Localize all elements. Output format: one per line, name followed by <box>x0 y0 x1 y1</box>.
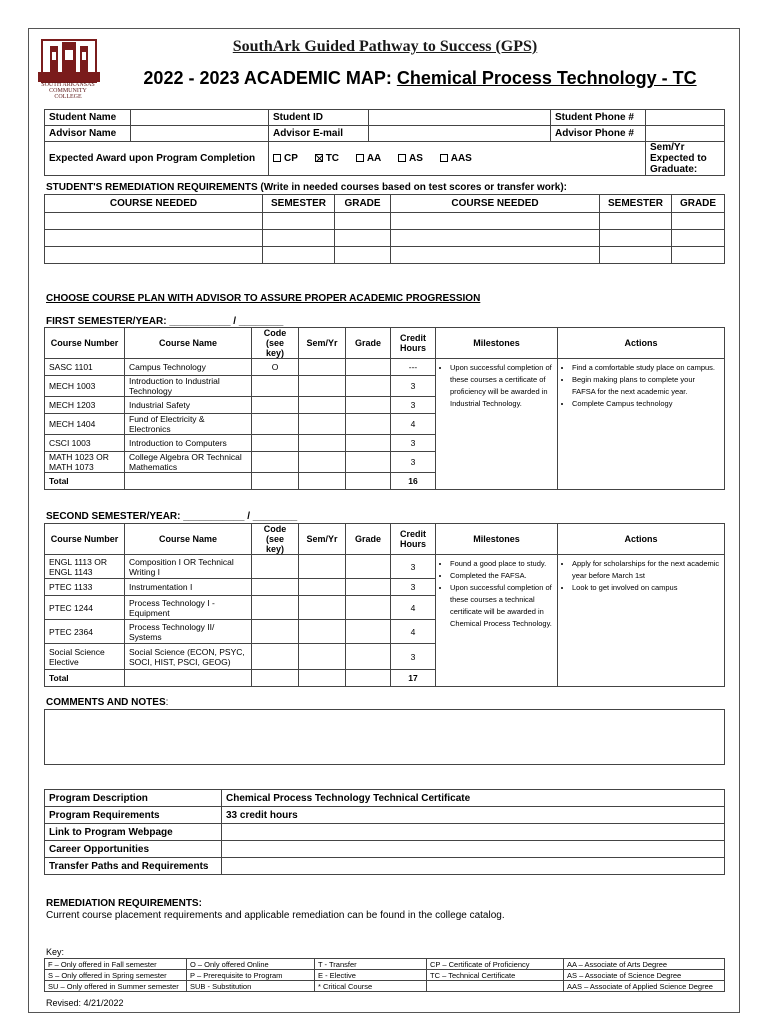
key-cell: P – Prerequisite to Program <box>187 970 315 981</box>
rem-header: SEMESTER <box>263 195 335 213</box>
credit-hours: 4 <box>391 620 436 644</box>
award-aa-option[interactable]: AA <box>356 153 381 164</box>
sem-yr-cell[interactable] <box>299 452 346 473</box>
student-phone-field[interactable] <box>646 110 725 126</box>
course-name: College Algebra OR Technical Mathematics <box>125 452 252 473</box>
rem-cell[interactable] <box>391 230 600 247</box>
action-item: • Begin making plans to complete your FAFSA for the next academic year. <box>572 374 720 398</box>
advisor-phone-label: Advisor Phone # <box>551 126 646 142</box>
program-key: Transfer Paths and Requirements <box>45 858 222 875</box>
grade-cell[interactable] <box>346 596 391 620</box>
expected-award-label: Expected Award upon Program Completion <box>45 142 269 176</box>
course-number: MECH 1003 <box>45 376 125 397</box>
course-name: Process Technology II/ Systems <box>125 620 252 644</box>
rem-cell[interactable] <box>672 213 725 230</box>
course-name: Fund of Electricity & Electronics <box>125 414 252 435</box>
rem-cell[interactable] <box>335 247 391 264</box>
action-item: • Look to get involved on campus <box>572 582 720 594</box>
student-name-field[interactable] <box>131 110 269 126</box>
rem-header: GRADE <box>672 195 725 213</box>
rem-header: COURSE NEEDED <box>391 195 600 213</box>
advisor-name-field[interactable] <box>131 126 269 142</box>
program-value <box>222 841 725 858</box>
second-actions <box>558 555 725 687</box>
rem-cell[interactable] <box>263 230 335 247</box>
credit-hours: 3 <box>391 579 436 596</box>
second-milestones <box>436 555 558 687</box>
first-actions <box>558 359 725 490</box>
course-number: PTEC 2364 <box>45 620 125 644</box>
remediation-title: STUDENT'S REMEDIATION REQUIREMENTS (Write in needed courses based on test scores or transfer work): <box>46 182 567 193</box>
advisor-email-field[interactable] <box>369 126 551 142</box>
table-row <box>45 841 725 858</box>
rem-cell[interactable] <box>263 213 335 230</box>
milestone-item: • Upon successful completion of these courses a technical certificate will be awarded in Chemical Process Technology. <box>450 582 553 630</box>
key-cell: * Critical Course <box>315 981 427 992</box>
program-key: Career Opportunities <box>45 841 222 858</box>
grade-cell[interactable] <box>346 579 391 596</box>
rem-cell[interactable] <box>672 230 725 247</box>
table-row <box>45 555 725 579</box>
student-id-label: Student ID <box>269 110 369 126</box>
course-number: Social Science Elective <box>45 644 125 670</box>
sem-yr-cell[interactable] <box>299 359 346 376</box>
col-header: Grade <box>346 328 391 359</box>
checked-checkbox-icon <box>315 154 323 162</box>
col-header: Actions <box>558 524 725 555</box>
award-as-option[interactable]: AS <box>398 153 423 164</box>
col-header: Credit Hours <box>391 524 436 555</box>
key-cell: AA – Associate of Arts Degree <box>564 959 725 970</box>
course-code: O <box>252 359 299 376</box>
rem-cell[interactable] <box>600 247 672 264</box>
course-number: SASC 1101 <box>45 359 125 376</box>
plan-title: CHOOSE COURSE PLAN WITH ADVISOR TO ASSURE PROPER ACADEMIC PROGRESSION <box>46 293 481 304</box>
rem-header: SEMESTER <box>600 195 672 213</box>
grade-cell[interactable] <box>346 555 391 579</box>
program-key: Link to Program Webpage <box>45 824 222 841</box>
rem-cell[interactable] <box>600 213 672 230</box>
advisor-email-label: Advisor E-mail <box>269 126 369 142</box>
map-title: 2022 - 2023 ACADEMIC MAP: Chemical Process Technology - TC <box>143 68 697 88</box>
comments-title: COMMENTS AND NOTES: <box>46 697 169 708</box>
course-name: Social Science (ECON, PSYC, SOCI, HIST, PSCI, GEOG) <box>125 644 252 670</box>
credit-hours: 3 <box>391 555 436 579</box>
checkbox-icon <box>440 154 448 162</box>
comments-input[interactable] <box>44 709 725 765</box>
rem-cell[interactable] <box>391 247 600 264</box>
key-cell: CP – Certificate of Proficiency <box>427 959 564 970</box>
remediation-footer-text: Current course placement requirements and applicable remediation can be found in the college catalog. <box>46 910 505 921</box>
course-name: Introduction to Industrial Technology <box>125 376 252 397</box>
table-row <box>45 981 725 992</box>
rem-cell[interactable] <box>391 213 600 230</box>
course-name: Industrial Safety <box>125 397 252 414</box>
course-code <box>252 376 299 397</box>
total-hours: 16 <box>391 473 436 490</box>
course-name: Instrumentation I <box>125 579 252 596</box>
rem-cell[interactable] <box>263 247 335 264</box>
course-number: MECH 1203 <box>45 397 125 414</box>
key-cell: S – Only offered in Spring semester <box>45 970 187 981</box>
program-value: Chemical Process Technology Technical Certificate <box>222 790 725 807</box>
col-header: Code (see key) <box>252 524 299 555</box>
second-semester-label: SECOND SEMESTER/YEAR: ___________ / ________ <box>46 511 298 522</box>
key-label: Key: <box>46 947 65 957</box>
key-cell: SU – Only offered in Summer semester <box>45 981 187 992</box>
sem-yr-cell[interactable] <box>299 376 346 397</box>
rem-cell[interactable] <box>600 230 672 247</box>
col-header: Code (see key) <box>252 328 299 359</box>
program-value <box>222 858 725 875</box>
course-code <box>252 644 299 670</box>
col-header: Milestones <box>436 328 558 359</box>
col-header: Sem/Yr <box>299 328 346 359</box>
key-cell: F – Only offered in Fall semester <box>45 959 187 970</box>
key-cell: E - Elective <box>315 970 427 981</box>
col-header: Milestones <box>436 524 558 555</box>
award-options <box>269 142 646 176</box>
action-item: • Find a comfortable study place on campus. <box>572 362 720 374</box>
col-header: Credit Hours <box>391 328 436 359</box>
rem-header: GRADE <box>335 195 391 213</box>
table-row <box>45 359 725 376</box>
col-header: Sem/Yr <box>299 524 346 555</box>
rem-cell[interactable] <box>672 247 725 264</box>
sem-yr-cell[interactable] <box>299 579 346 596</box>
col-header: Actions <box>558 328 725 359</box>
milestone-item: • Completed the FAFSA. <box>450 570 553 582</box>
credit-hours: 4 <box>391 414 436 435</box>
first-milestones <box>436 359 558 490</box>
action-item: • Complete Campus technology <box>572 398 720 410</box>
table-row <box>45 824 725 841</box>
milestone-item: • Upon successful completion of these courses a certificate of proficiency will be awarded in Industrial Technology. <box>450 362 553 410</box>
col-header: Grade <box>346 524 391 555</box>
student-info-table <box>44 109 725 176</box>
rem-cell[interactable] <box>45 213 263 230</box>
table-row <box>45 230 725 247</box>
table-row <box>45 807 725 824</box>
award-aas-option[interactable]: AAS <box>440 153 472 164</box>
course-code <box>252 620 299 644</box>
col-header: Course Name <box>125 524 252 555</box>
sem-yr-expected-label: Sem/Yr Expected to Graduate: <box>646 142 725 176</box>
student-phone-label: Student Phone # <box>551 110 646 126</box>
course-code <box>252 555 299 579</box>
grade-cell[interactable] <box>346 620 391 644</box>
program-value: 33 credit hours <box>222 807 725 824</box>
sem-yr-cell[interactable] <box>299 414 346 435</box>
program-key: Program Requirements <box>45 807 222 824</box>
course-code <box>252 397 299 414</box>
advisor-name-label: Advisor Name <box>45 126 131 142</box>
rem-cell[interactable] <box>335 213 391 230</box>
course-number: PTEC 1133 <box>45 579 125 596</box>
program-key: Program Description <box>45 790 222 807</box>
table-row <box>45 247 725 264</box>
credit-hours: --- <box>391 359 436 376</box>
course-name: Introduction to Computers <box>125 435 252 452</box>
key-cell: T - Transfer <box>315 959 427 970</box>
course-code <box>252 579 299 596</box>
key-cell: AAS – Associate of Applied Science Degree <box>564 981 725 992</box>
revised-date: Revised: 4/21/2022 <box>46 998 124 1008</box>
table-row <box>45 790 725 807</box>
grade-cell[interactable] <box>346 359 391 376</box>
course-name: Process Technology I - Equipment <box>125 596 252 620</box>
total-label: Total <box>45 670 125 687</box>
logo-text: SOUTH ARKANSAS COMMUNITY COLLEGE <box>41 82 95 100</box>
first-semester-table <box>44 327 725 490</box>
rem-cell[interactable] <box>45 230 263 247</box>
course-number: CSCI 1003 <box>45 435 125 452</box>
course-number: MECH 1404 <box>45 414 125 435</box>
rem-cell[interactable] <box>335 230 391 247</box>
credit-hours: 4 <box>391 596 436 620</box>
sem-yr-cell[interactable] <box>299 435 346 452</box>
sem-yr-cell[interactable] <box>299 644 346 670</box>
gps-title: SouthArk Guided Pathway to Success (GPS) <box>232 38 538 55</box>
total-hours: 17 <box>391 670 436 687</box>
remediation-footer-title: REMEDIATION REQUIREMENTS: <box>46 898 202 909</box>
col-header: Course Number <box>45 328 125 359</box>
grade-cell[interactable] <box>346 435 391 452</box>
rem-header: COURSE NEEDED <box>45 195 263 213</box>
course-code <box>252 596 299 620</box>
sem-yr-cell[interactable] <box>299 397 346 414</box>
award-cp-option[interactable]: CP <box>273 153 298 164</box>
milestone-item: • Found a good place to study. <box>450 558 553 570</box>
key-table <box>44 958 725 992</box>
grade-cell[interactable] <box>346 397 391 414</box>
table-row <box>45 970 725 981</box>
sem-yr-cell[interactable] <box>299 620 346 644</box>
credit-hours: 3 <box>391 452 436 473</box>
student-id-field[interactable] <box>369 110 551 126</box>
course-name: Composition I OR Technical Writing I <box>125 555 252 579</box>
credit-hours: 3 <box>391 376 436 397</box>
remediation-table <box>44 194 725 264</box>
col-header: Course Name <box>125 328 252 359</box>
table-row <box>45 213 725 230</box>
grade-cell[interactable] <box>346 644 391 670</box>
course-name: Campus Technology <box>125 359 252 376</box>
key-cell: SUB - Substitution <box>187 981 315 992</box>
course-code <box>252 414 299 435</box>
first-semester-label: FIRST SEMESTER/YEAR: ___________ / ________ <box>46 316 284 327</box>
sem-yr-cell[interactable] <box>299 555 346 579</box>
course-number: MATH 1023 OR MATH 1073 <box>45 452 125 473</box>
key-cell: TC – Technical Certificate <box>427 970 564 981</box>
award-tc-option[interactable]: TC <box>315 153 339 164</box>
student-name-label: Student Name <box>45 110 131 126</box>
total-label: Total <box>45 473 125 490</box>
credit-hours: 3 <box>391 435 436 452</box>
grade-cell[interactable] <box>346 452 391 473</box>
program-info-table <box>44 789 725 875</box>
col-header: Course Number <box>45 524 125 555</box>
key-cell: O – Only offered Online <box>187 959 315 970</box>
key-cell: AS – Associate of Science Degree <box>564 970 725 981</box>
advisor-phone-field[interactable] <box>646 126 725 142</box>
course-code <box>252 435 299 452</box>
checkbox-icon <box>398 154 406 162</box>
grade-cell[interactable] <box>346 414 391 435</box>
grade-cell[interactable] <box>346 376 391 397</box>
key-cell <box>427 981 564 992</box>
second-semester-table <box>44 523 725 687</box>
table-row <box>45 858 725 875</box>
course-code <box>252 452 299 473</box>
sem-yr-cell[interactable] <box>299 596 346 620</box>
table-row <box>45 959 725 970</box>
checkbox-icon <box>356 154 364 162</box>
course-number: ENGL 1113 OR ENGL 1143 <box>45 555 125 579</box>
action-item: • Apply for scholarships for the next academic year before March 1st <box>572 558 720 582</box>
credit-hours: 3 <box>391 644 436 670</box>
program-webpage-link[interactable] <box>222 824 725 841</box>
credit-hours: 3 <box>391 397 436 414</box>
course-number: PTEC 1244 <box>45 596 125 620</box>
rem-cell[interactable] <box>45 247 263 264</box>
checkbox-icon <box>273 154 281 162</box>
